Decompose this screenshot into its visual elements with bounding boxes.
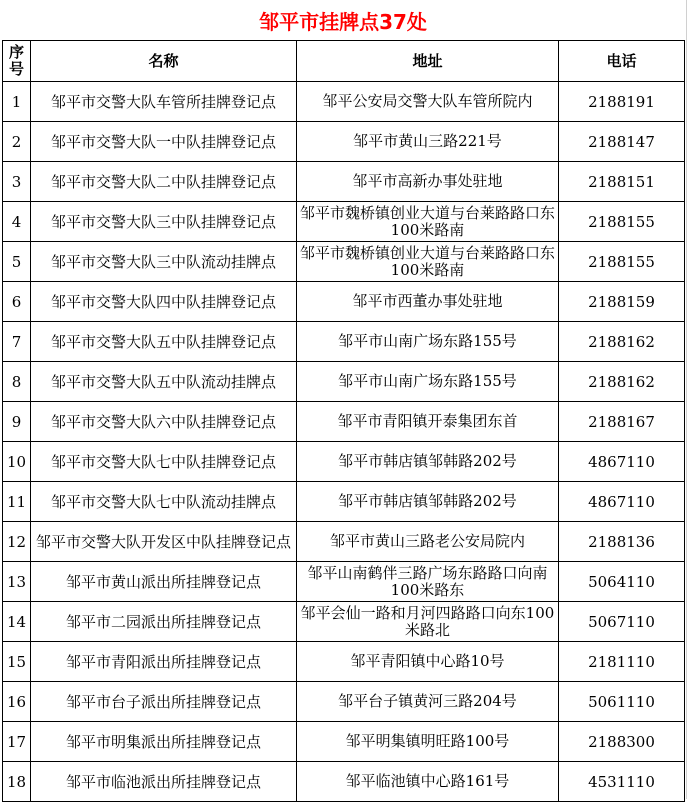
row-seq-cell[interactable]: 3 [3,162,31,202]
row-seq-cell[interactable]: 18 [3,762,31,802]
table-row[interactable] [3,482,685,522]
table-row[interactable] [3,402,685,442]
table-row[interactable] [3,722,685,762]
row-address-cell[interactable]: 邹平市山南广场东路155号 [297,322,559,362]
row-address-cell[interactable]: 邹平市山南广场东路155号 [297,362,559,402]
table-row[interactable] [3,442,685,482]
row-phone-cell[interactable]: 2188155 [559,242,685,282]
row-address-cell[interactable]: 邹平市黄山三路221号 [297,122,559,162]
registration-points-table [2,40,685,802]
row-phone-cell[interactable]: 2188162 [559,362,685,402]
row-address-cell[interactable]: 邹平市青阳镇开泰集团东首 [297,402,559,442]
row-phone-cell[interactable]: 2188191 [559,82,685,122]
table-row[interactable] [3,162,685,202]
row-name-cell[interactable]: 邹平市交警大队三中队流动挂牌点 [31,242,297,282]
row-seq-cell[interactable]: 4 [3,202,31,242]
table-row[interactable] [3,522,685,562]
row-phone-cell[interactable]: 2188162 [559,322,685,362]
row-name-cell[interactable]: 邹平市青阳派出所挂牌登记点 [31,642,297,682]
row-seq-cell[interactable]: 17 [3,722,31,762]
row-name-cell[interactable]: 邹平市黄山派出所挂牌登记点 [31,562,297,602]
row-name-cell[interactable]: 邹平市交警大队二中队挂牌登记点 [31,162,297,202]
row-name-cell[interactable]: 邹平市交警大队三中队挂牌登记点 [31,202,297,242]
row-name-cell[interactable]: 邹平市交警大队车管所挂牌登记点 [31,82,297,122]
header-row [3,41,685,82]
row-seq-cell[interactable]: 13 [3,562,31,602]
table-row[interactable] [3,642,685,682]
row-name-cell[interactable]: 邹平市交警大队五中队流动挂牌点 [31,362,297,402]
row-seq-cell[interactable]: 1 [3,82,31,122]
row-name-cell[interactable]: 邹平市交警大队一中队挂牌登记点 [31,122,297,162]
row-phone-cell[interactable]: 2188136 [559,522,685,562]
header-name: 名称 [31,41,297,82]
row-seq-cell[interactable]: 8 [3,362,31,402]
row-phone-cell[interactable]: 5061110 [559,682,685,722]
row-seq-cell[interactable]: 14 [3,602,31,642]
row-address-cell[interactable]: 邹平市黄山三路老公安局院内 [297,522,559,562]
table-row[interactable] [3,682,685,722]
row-name-cell[interactable]: 邹平市交警大队六中队挂牌登记点 [31,402,297,442]
table-body [3,82,685,802]
row-name-cell[interactable]: 邹平市交警大队五中队挂牌登记点 [31,322,297,362]
row-seq-cell[interactable]: 16 [3,682,31,722]
row-address-cell[interactable]: 邹平会仙一路和月河四路路口向东100米路北 [297,602,559,642]
row-address-cell[interactable]: 邹平市魏桥镇创业大道与台莱路路口东100米路南 [297,242,559,282]
row-seq-cell[interactable]: 5 [3,242,31,282]
row-phone-cell[interactable]: 2188167 [559,402,685,442]
row-phone-cell[interactable]: 2188300 [559,722,685,762]
sheet-title: 邹平市挂牌点37处 [259,9,427,34]
row-seq-cell[interactable]: 2 [3,122,31,162]
header-address: 地址 [297,41,559,82]
row-name-cell[interactable]: 邹平市台子派出所挂牌登记点 [31,682,297,722]
row-seq-cell[interactable]: 7 [3,322,31,362]
row-seq-cell[interactable]: 9 [3,402,31,442]
row-address-cell[interactable]: 邹平市魏桥镇创业大道与台莱路路口东100米路南 [297,202,559,242]
table-row[interactable] [3,122,685,162]
header-phone: 电话 [559,41,685,82]
row-name-cell[interactable]: 邹平市交警大队四中队挂牌登记点 [31,282,297,322]
table-row[interactable] [3,762,685,802]
row-address-cell[interactable]: 邹平临池镇中心路161号 [297,762,559,802]
table-row[interactable] [3,242,685,282]
table-row[interactable] [3,322,685,362]
row-phone-cell[interactable]: 2188151 [559,162,685,202]
row-phone-cell[interactable]: 5067110 [559,602,685,642]
row-name-cell[interactable]: 邹平市临池派出所挂牌登记点 [31,762,297,802]
row-seq-cell[interactable]: 12 [3,522,31,562]
row-seq-cell[interactable]: 11 [3,482,31,522]
row-address-cell[interactable]: 邹平市西董办事处驻地 [297,282,559,322]
table-row[interactable] [3,202,685,242]
row-phone-cell[interactable]: 4531110 [559,762,685,802]
row-phone-cell[interactable]: 4867110 [559,482,685,522]
row-phone-cell[interactable]: 4867110 [559,442,685,482]
table-row[interactable] [3,562,685,602]
row-address-cell[interactable]: 邹平台子镇黄河三路204号 [297,682,559,722]
row-seq-cell[interactable]: 10 [3,442,31,482]
grid-edge [686,0,687,799]
row-address-cell[interactable]: 邹平市韩店镇邹韩路202号 [297,442,559,482]
row-address-cell[interactable]: 邹平公安局交警大队车管所院内 [297,82,559,122]
row-name-cell[interactable]: 邹平市二园派出所挂牌登记点 [31,602,297,642]
row-phone-cell[interactable]: 5064110 [559,562,685,602]
row-phone-cell[interactable]: 2188155 [559,202,685,242]
row-phone-cell[interactable]: 2181110 [559,642,685,682]
row-address-cell[interactable]: 邹平青阳镇中心路10号 [297,642,559,682]
row-address-cell[interactable]: 邹平明集镇明旺路100号 [297,722,559,762]
row-phone-cell[interactable]: 2188147 [559,122,685,162]
table-row[interactable] [3,602,685,642]
row-name-cell[interactable]: 邹平市交警大队开发区中队挂牌登记点 [31,522,297,562]
row-phone-cell[interactable]: 2188159 [559,282,685,322]
row-name-cell[interactable]: 邹平市明集派出所挂牌登记点 [31,722,297,762]
row-name-cell[interactable]: 邹平市交警大队七中队流动挂牌点 [31,482,297,522]
table-row[interactable] [3,282,685,322]
header-seq: 序号 [3,41,31,82]
row-name-cell[interactable]: 邹平市交警大队七中队挂牌登记点 [31,442,297,482]
table-row[interactable] [3,362,685,402]
row-address-cell[interactable]: 邹平市高新办事处驻地 [297,162,559,202]
row-seq-cell[interactable]: 15 [3,642,31,682]
row-address-cell[interactable]: 邹平市韩店镇邹韩路202号 [297,482,559,522]
row-address-cell[interactable]: 邹平山南鹤伴三路广场东路路口向南100米路东 [297,562,559,602]
row-seq-cell[interactable]: 6 [3,282,31,322]
table-row[interactable] [3,82,685,122]
